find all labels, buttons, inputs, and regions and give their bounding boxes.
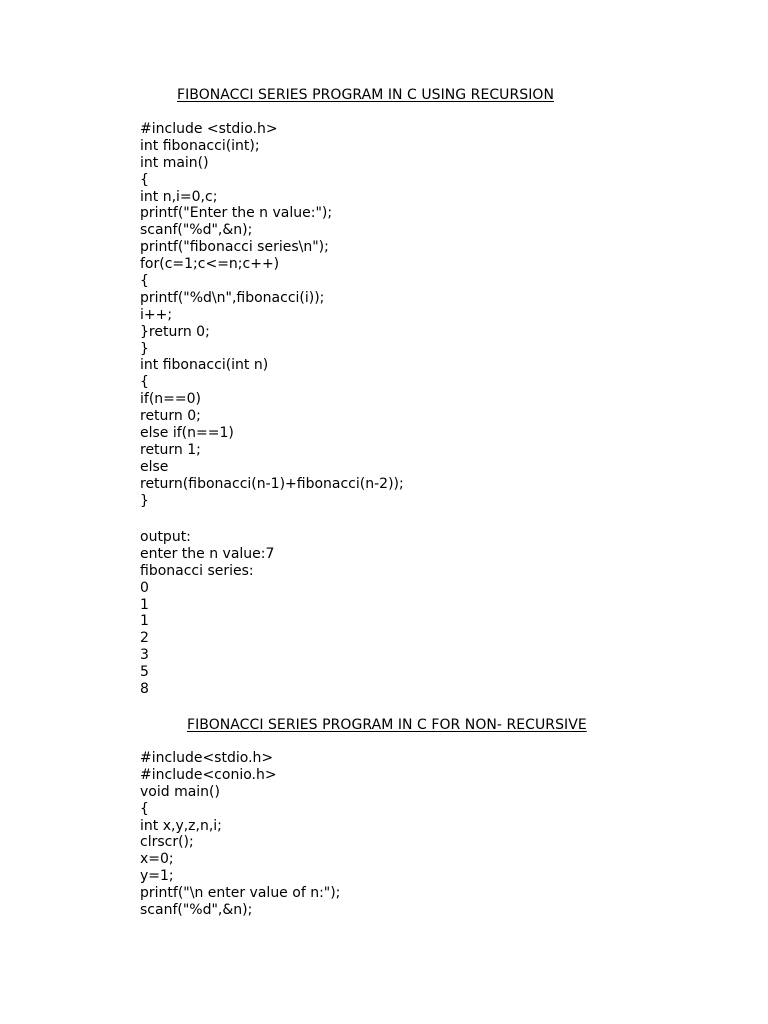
code-line: return(fibonacci(n-1)+fibonacci(n-2)); xyxy=(140,475,404,492)
code-line: int fibonacci(int n) xyxy=(140,357,269,374)
output-line: output: xyxy=(140,529,191,545)
code-line: return 1; xyxy=(140,441,201,458)
code-line: #include<stdio.h> xyxy=(140,750,274,766)
code-line: scanf("%d",&n); xyxy=(140,222,253,239)
code-line: else xyxy=(140,458,169,475)
output-line: 2 xyxy=(140,630,149,647)
output-line: 1 xyxy=(140,613,149,630)
section-title-non-recursive: FIBONACCI SERIES PROGRAM IN C FOR NON- RECURSIVE xyxy=(187,717,587,733)
output-line: enter the n value:7 xyxy=(140,545,275,562)
code-line: x=0; xyxy=(140,851,174,868)
code-line: for(c=1;c<=n;c++) xyxy=(140,256,280,273)
code-line: } xyxy=(140,340,149,357)
code-line: { xyxy=(140,171,149,188)
code-line: int n,i=0,c; xyxy=(140,188,218,205)
code-line: #include<conio.h> xyxy=(140,766,277,783)
code-line: { xyxy=(140,800,149,817)
output-line: 0 xyxy=(140,579,149,596)
code-line: y=1; xyxy=(140,868,174,885)
code-line: else if(n==1) xyxy=(140,425,234,442)
section-title-recursion: FIBONACCI SERIES PROGRAM IN C USING RECURSION xyxy=(177,87,554,103)
code-line: return 0; xyxy=(140,408,201,425)
code-line: { xyxy=(140,374,149,391)
code-line: i++; xyxy=(140,306,173,323)
code-line: scanf("%d",&n); xyxy=(140,902,253,919)
output-line: 1 xyxy=(140,596,149,613)
code-line: if(n==0) xyxy=(140,391,201,408)
code-line: int fibonacci(int); xyxy=(140,137,260,154)
code-block-non-recursive xyxy=(140,750,340,919)
code-line: clrscr(); xyxy=(140,834,194,851)
output-block-recursion xyxy=(140,529,274,698)
code-line: void main() xyxy=(140,783,220,800)
code-line: printf("\n enter value of n:"); xyxy=(140,885,341,902)
code-line: } xyxy=(140,492,149,509)
code-line: int x,y,z,n,i; xyxy=(140,817,222,834)
output-line: fibonacci series: xyxy=(140,562,254,579)
code-line: printf("Enter the n value:"); xyxy=(140,205,333,222)
code-line: #include <stdio.h> xyxy=(140,121,278,137)
code-line: }return 0; xyxy=(140,323,210,340)
output-line: 8 xyxy=(140,681,149,698)
code-line: printf("%d\n",fibonacci(i)); xyxy=(140,289,325,306)
code-line: int main() xyxy=(140,154,209,171)
code-block-recursion xyxy=(140,121,404,509)
output-line: 3 xyxy=(140,647,149,664)
code-line: { xyxy=(140,273,149,290)
code-line: printf("fibonacci series\n"); xyxy=(140,239,329,256)
output-line: 5 xyxy=(140,664,149,681)
